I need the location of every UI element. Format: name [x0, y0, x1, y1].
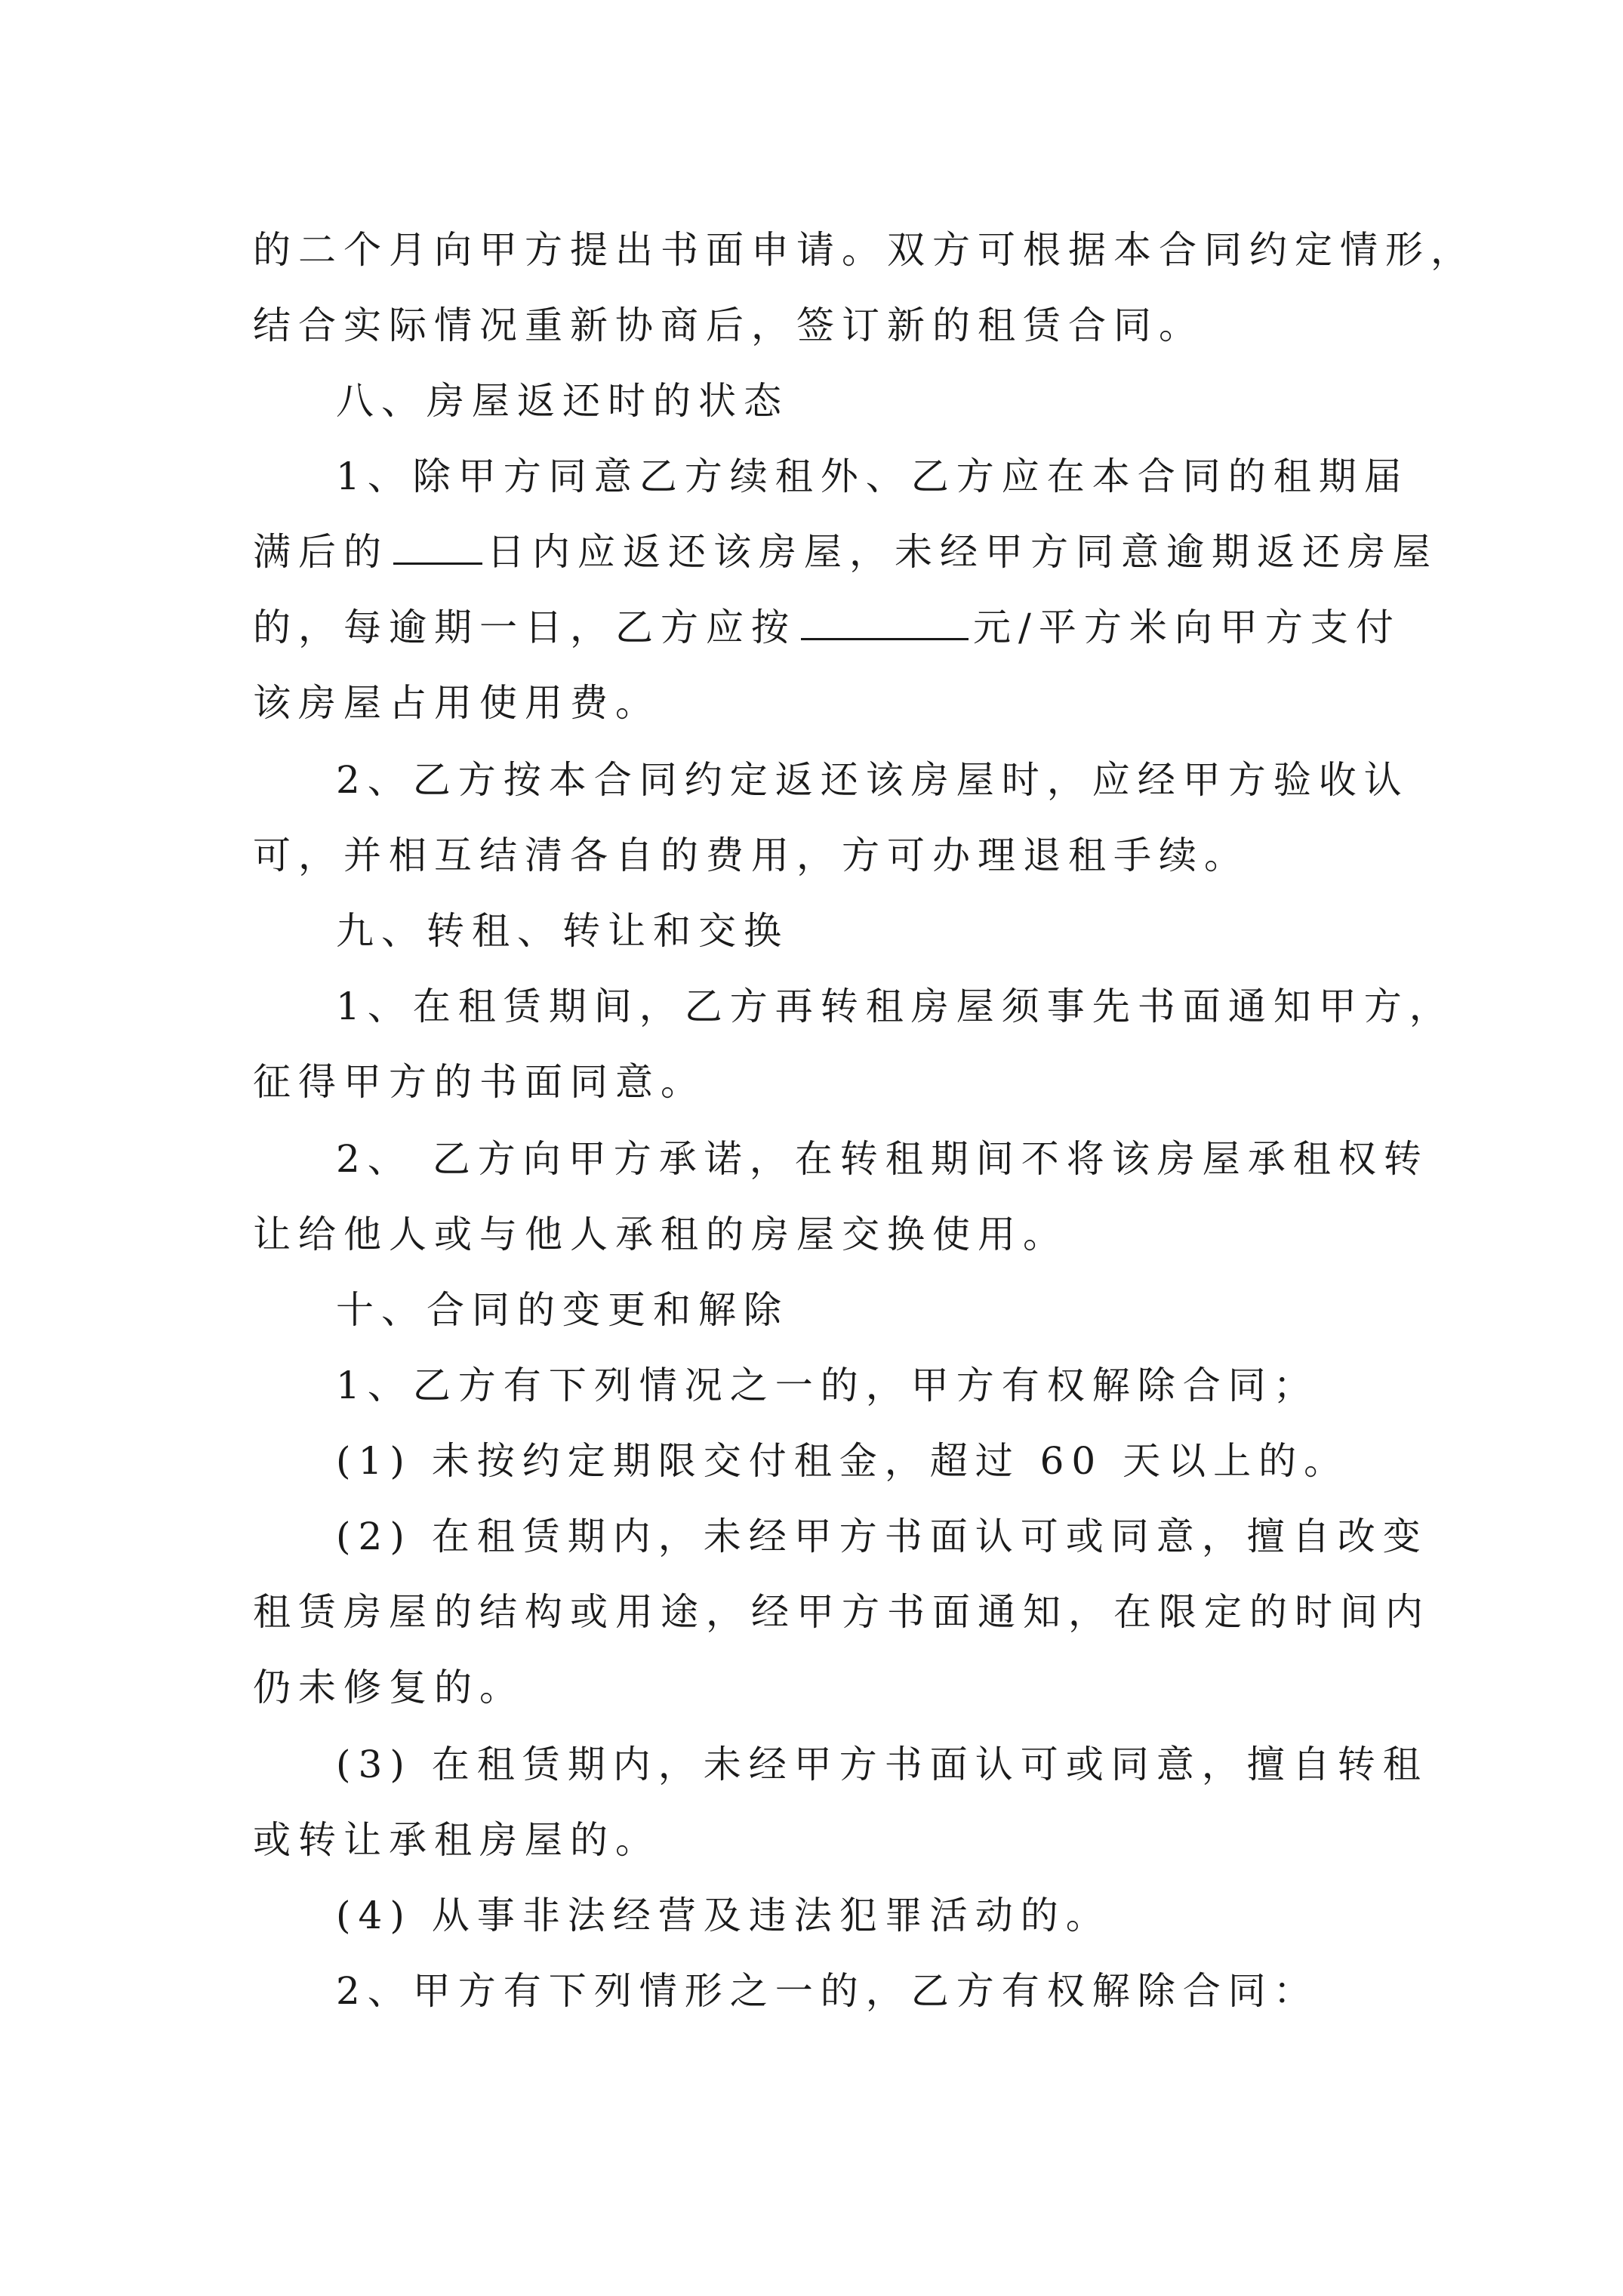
fill-in-blank — [393, 529, 482, 565]
section-heading: 十、合同的变更和解除 — [336, 1288, 789, 1332]
text-line: 1、乙方有下列情况之一的，甲方有权解除合同； — [336, 1364, 1319, 1407]
text-segment: 日内应返还该房屋，未经甲方同意逾期返还房屋 — [487, 530, 1438, 574]
text-line: 租赁房屋的结构或用途，经甲方书面通知，在限定的时间内 — [253, 1590, 1431, 1634]
text-line: 结合实际情况重新协商后，签订新的租赁合同。 — [253, 304, 1204, 347]
text-line: (2) 在租赁期内，未经甲方书面认可或同意，擅自改变 — [336, 1515, 1428, 1558]
text-line: 1、除甲方同意乙方续租外、乙方应在本合同的租期届 — [336, 455, 1409, 498]
text-line: 1、在租赁期间，乙方再转租房屋须事先书面通知甲方， — [336, 985, 1455, 1028]
text-line: 征得甲方的书面同意。 — [253, 1060, 706, 1104]
text-line: 让给他人或与他人承租的房屋交换使用。 — [253, 1213, 1068, 1256]
text-line: 2、甲方有下列情形之一的，乙方有权解除合同： — [336, 1969, 1319, 2013]
text-line: 可，并相互结清各自的费用，方可办理退租手续。 — [253, 834, 1249, 877]
text-line: 2、 乙方向甲方承诺，在转租期间不将该房屋承租权转 — [336, 1137, 1429, 1181]
text-line — [253, 527, 1438, 577]
text-line — [253, 603, 1401, 652]
section-heading: 八、房屋返还时的状态 — [336, 379, 789, 423]
text-line: 仍未修复的。 — [253, 1666, 525, 1709]
text-segment: 元/平方米向甲方支付 — [973, 606, 1401, 649]
text-line: (4) 从事非法经营及违法犯罪活动的。 — [336, 1894, 1111, 1937]
section-heading: 九、转租、转让和交换 — [336, 909, 789, 953]
text-line: 或转让承租房屋的。 — [253, 1818, 661, 1862]
fill-in-blank — [801, 605, 969, 640]
text-line: 的二个月向甲方提出书面申请。双方可根据本合同约定情形， — [253, 228, 1476, 272]
text-line: 2、乙方按本合同约定返还该房屋时，应经甲方验收认 — [336, 758, 1409, 802]
text-line: (3) 在租赁期内，未经甲方书面认可或同意，擅自转租 — [336, 1743, 1428, 1786]
text-segment: 满后的 — [253, 530, 389, 574]
text-line: (1) 未按约定期限交付租金，超过 60 天以上的。 — [336, 1439, 1350, 1483]
text-line: 该房屋占用使用费。 — [253, 681, 661, 725]
text-segment: 的，每逾期一日，乙方应按 — [253, 606, 796, 649]
